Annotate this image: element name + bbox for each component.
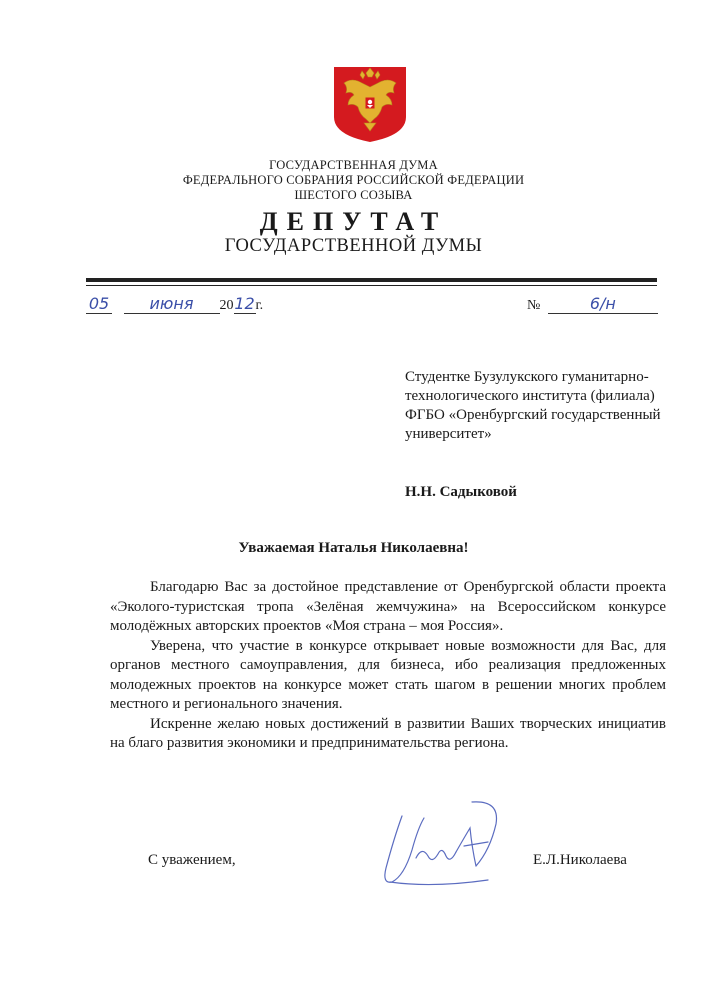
recipient-name: Н.Н. Садыковой [405, 484, 517, 500]
paragraph: Искренне желаю новых достижений в развитии Ваших творческих инициатив на благо развития экономики и предпринимательства региона. [110, 715, 666, 751]
russian-coat-of-arms-icon [332, 65, 408, 143]
recipient-address: Студентке Бузулукского гуманитарно-технологического института (филиала) ФГБО «Оренбургский государственный университет» [405, 369, 661, 442]
date-day: 05 [86, 294, 112, 314]
date-month: июня [124, 294, 220, 314]
date-year-end: г. [255, 298, 264, 313]
header-federal-assembly: ФЕДЕРАЛЬНОГО СОБРАНИЯ РОССИЙСКОЙ ФЕДЕРАЦИИ [182, 173, 525, 187]
number-label: № [527, 298, 541, 313]
date-year-prefix: 20 [219, 298, 234, 313]
paragraph: Благодарю Вас за достойное представление от Оренбургской области проекта «Эколого-туристская тропа «Зелёная жемчужина» на Всероссийском конкурсе молодёжных авторских проектов «Моя страна – моя Россия». [110, 579, 666, 634]
signer-name: Е.Л.Николаева [533, 852, 627, 868]
paragraph: Уверена, что участие в конкурсе открывает новые возможности для Вас, для органов местного самоуправления, для бизнеса, ибо реализация предложенных молодежных проектов на конкурсе может стать шагом в решении многих проблем местного и регионального значения. [110, 637, 666, 712]
letter-body [110, 578, 666, 754]
document-number-field [527, 294, 658, 314]
deputy-title: ДЕПУТАТ [259, 207, 448, 236]
header-divider-thin [86, 285, 657, 286]
header-duma: ГОСУДАРСТВЕННАЯ ДУМА [269, 158, 438, 172]
greeting: Уважаемая Наталья Николаевна! [238, 540, 469, 556]
closing: С уважением, [148, 852, 236, 868]
handwritten-signature [372, 798, 512, 898]
document-number: 6/н [548, 294, 658, 314]
header-divider-thick [86, 278, 657, 282]
header-convocation: ШЕСТОГО СОЗЫВА [294, 188, 413, 202]
date-field [86, 294, 263, 314]
coat-of-arms-emblem [332, 65, 408, 143]
deputy-subtitle: ГОСУДАРСТВЕННОЙ ДУМЫ [224, 236, 483, 256]
date-year-suffix: 12 [234, 294, 255, 313]
